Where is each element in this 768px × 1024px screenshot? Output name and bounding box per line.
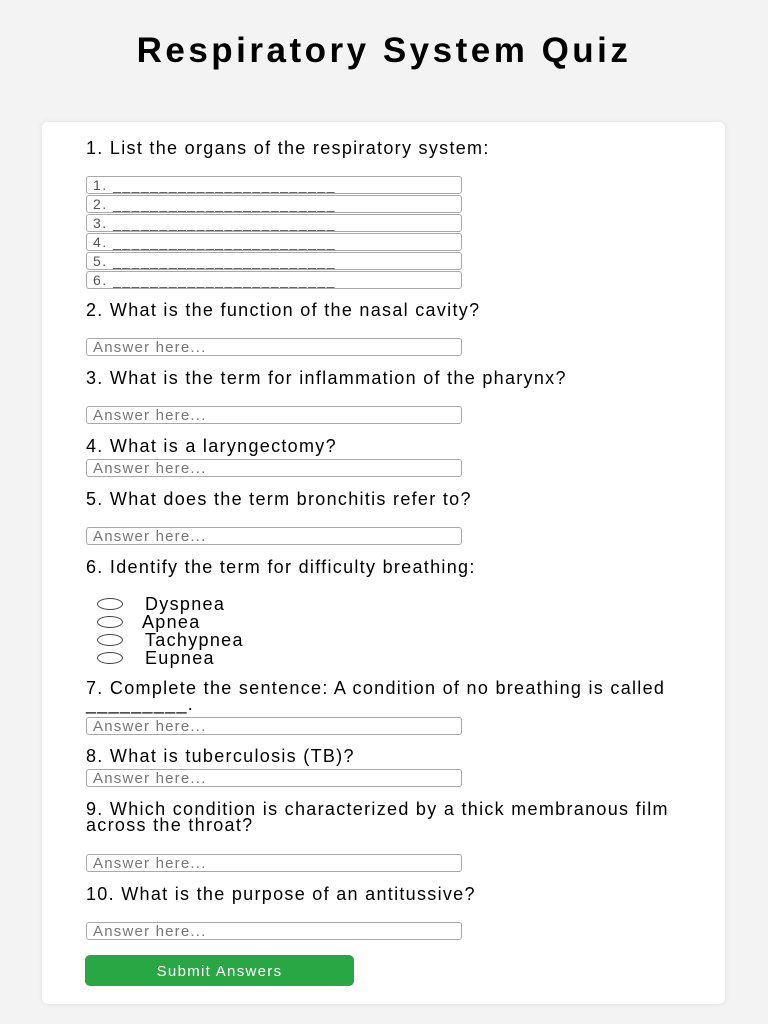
question-7: 7. Complete the sentence: A condition of no breathing is called _________. [86,678,666,714]
answer-10-input[interactable] [86,922,462,940]
radio-icon[interactable] [97,634,123,646]
option-apnea[interactable] [97,613,201,631]
answer-3-input[interactable] [86,406,462,424]
organ-field-1[interactable]: 1. ________________________ [86,176,462,194]
radio-icon[interactable] [97,652,123,664]
option-dyspnea[interactable] [97,595,225,613]
question-5: 5. What does the term bronchitis refer to? [86,489,472,509]
option-label: Dyspnea [145,594,226,614]
organ-field-4[interactable]: 4. ________________________ [86,233,462,251]
answer-5-input[interactable] [86,527,462,545]
answer-4-input[interactable] [86,459,462,477]
question-2: 2. What is the function of the nasal cavity? [86,300,481,320]
option-label: Tachypnea [145,630,244,650]
organ-field-5[interactable]: 5. ________________________ [86,252,462,270]
question-8: 8. What is tuberculosis (TB)? [86,746,355,766]
answer-7-input[interactable] [86,717,462,735]
option-label: Apnea [142,612,201,632]
organ-list [86,176,462,290]
option-tachypnea[interactable] [97,631,244,649]
organ-field-6[interactable]: 6. ________________________ [86,271,462,289]
question-4: 4. What is a laryngectomy? [86,436,337,456]
option-eupnea[interactable] [97,649,215,667]
organ-field-3[interactable]: 3. ________________________ [86,214,462,232]
answer-9-input[interactable] [86,854,462,872]
question-9: 9. Which condition is characterized by a thick membranous film across the throat? [86,799,669,835]
answer-2-input[interactable] [86,338,462,356]
radio-icon[interactable] [97,616,123,628]
organ-field-2[interactable]: 2. ________________________ [86,195,462,213]
option-label: Eupnea [145,648,215,668]
question-3: 3. What is the term for inflammation of the pharynx? [86,368,567,388]
question-6: 6. Identify the term for difficulty breathing: [86,557,476,577]
submit-button[interactable]: Submit Answers [85,955,354,986]
question-1: 1. List the organs of the respiratory system: [86,138,490,158]
quiz-card [42,122,725,1004]
question-10: 10. What is the purpose of an antitussive? [86,884,476,904]
page-title: Respiratory System Quiz [136,31,632,70]
radio-icon[interactable] [97,598,123,610]
answer-8-input[interactable] [86,769,462,787]
